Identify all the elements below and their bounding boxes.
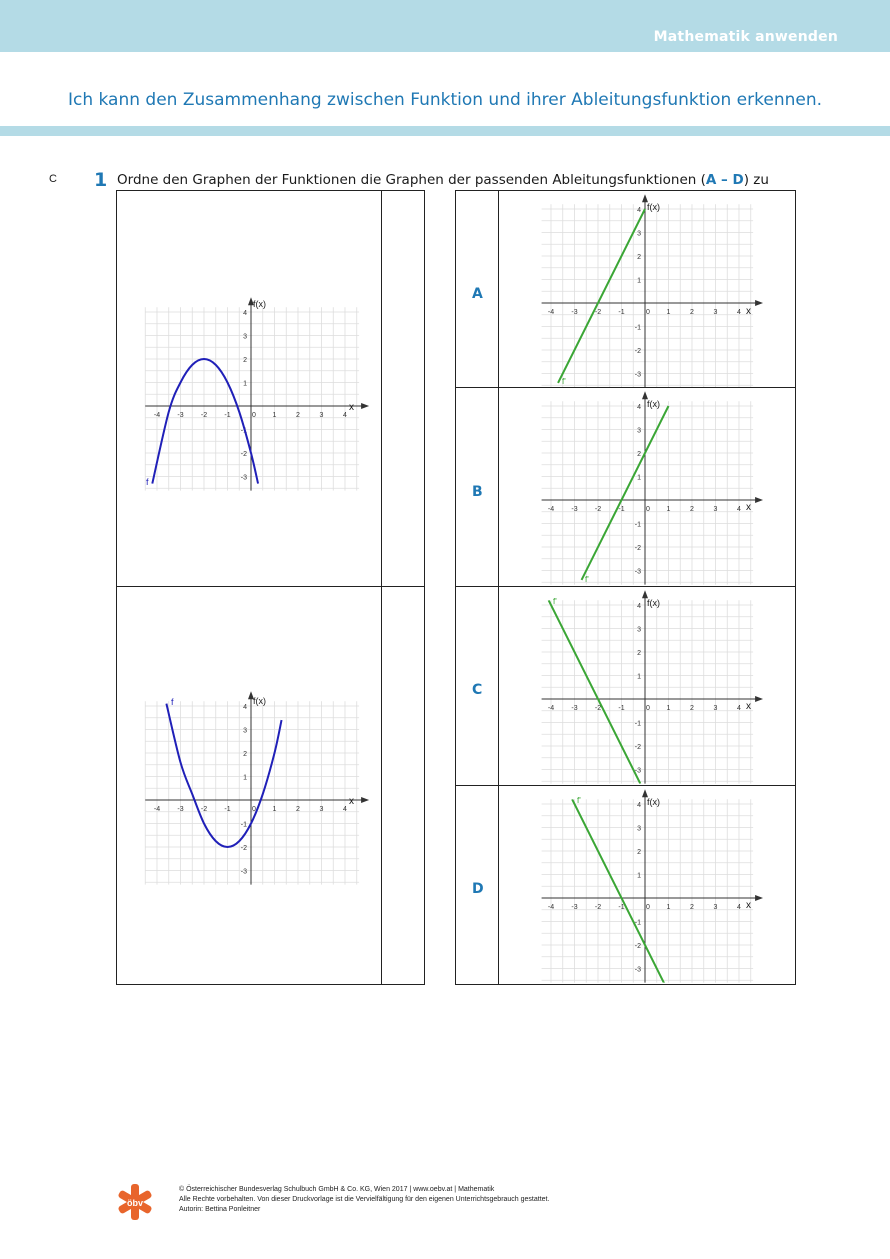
x-tick-label: 4 — [737, 705, 741, 712]
x-tick-label: 2 — [690, 309, 694, 316]
x-tick-label: 0 — [646, 904, 650, 911]
option-curve-label: f' — [562, 377, 566, 386]
y-tick-label: 3 — [243, 333, 247, 341]
x-tick-label: -1 — [224, 412, 231, 419]
function-cell-1 — [116, 190, 382, 587]
x-tick-label: -3 — [571, 904, 578, 911]
option-graph-b — [499, 388, 795, 586]
answer-cell-1[interactable] — [381, 190, 425, 587]
option-x-axis-label: x — [746, 900, 751, 911]
function-x-axis-label: x — [349, 796, 354, 807]
x-axis-arrow — [755, 300, 763, 306]
y-tick-label: -1 — [240, 821, 247, 829]
x-tick-label: 2 — [296, 806, 300, 813]
function-curve-label: f — [171, 697, 174, 707]
option-y-axis-label: f(x) — [647, 202, 660, 212]
option-y-axis-label: f(x) — [647, 399, 660, 409]
footer-copyright: © Österreichischer Bundesverlag Schulbuch GmbH & Co. KG, Wien 2017 | www.oebv.at | Mathematik — [179, 1186, 495, 1193]
logo-text: öbv — [126, 1198, 144, 1208]
x-tick-label: -3 — [571, 705, 578, 712]
x-tick-label: 1 — [666, 904, 671, 911]
option-letter-c: C — [472, 682, 483, 698]
y-tick-label: 3 — [243, 727, 247, 735]
option-y-axis-label: f(x) — [647, 797, 660, 807]
x-tick-label: -4 — [153, 806, 161, 813]
x-tick-label: -2 — [594, 506, 602, 513]
x-tick-label: -4 — [153, 412, 161, 419]
task-range-end: D — [732, 172, 744, 188]
x-tick-label: 2 — [296, 412, 300, 419]
x-axis-arrow — [361, 797, 369, 803]
y-tick-label: -3 — [634, 371, 641, 379]
x-tick-label: 3 — [713, 705, 718, 712]
x-tick-label: -1 — [618, 705, 625, 712]
footer-rights: Alle Rechte vorbehalten. Von dieser Druckvorlage ist die Vervielfältigung für den eigenen Unterrichtsgebrauch gestattet. — [179, 1196, 550, 1203]
page-headline: Ich kann den Zusammenhang zwischen Funktion und ihrer Ableitungsfunktion erkennen. — [67, 90, 823, 110]
task-text-after: ) zu — [743, 172, 769, 188]
y-tick-label: -2 — [634, 744, 641, 751]
y-tick-label: -2 — [240, 845, 247, 852]
function-curve-label: f — [146, 477, 149, 487]
publisher-logo — [116, 1183, 154, 1221]
y-tick-label: 4 — [637, 603, 641, 610]
option-graph-c — [499, 587, 795, 785]
option-x-axis-label: x — [746, 701, 751, 712]
x-tick-label: 3 — [319, 412, 324, 419]
x-tick-label: 4 — [737, 904, 741, 911]
function-y-axis-label: f(x) — [253, 299, 266, 309]
option-curve-label: f' — [553, 597, 557, 606]
function-graph-1 — [117, 191, 381, 586]
function-graph-2 — [117, 587, 381, 984]
brand-label: Mathematik anwenden — [653, 29, 838, 45]
option-graph-cell-d — [498, 785, 796, 985]
y-tick-label: 2 — [637, 849, 641, 856]
x-tick-label: 0 — [252, 806, 256, 813]
y-tick-label: -1 — [240, 427, 247, 435]
y-tick-label: 1 — [637, 872, 641, 880]
x-axis-arrow — [755, 497, 763, 503]
y-tick-label: 1 — [637, 474, 641, 482]
y-tick-label: -3 — [240, 474, 247, 482]
x-tick-label: -1 — [224, 806, 231, 813]
x-tick-label: -2 — [200, 806, 208, 813]
x-tick-label: 1 — [666, 506, 671, 513]
x-tick-label: 3 — [319, 806, 324, 813]
option-letter-cell-a — [455, 190, 499, 388]
y-tick-label: -2 — [240, 451, 247, 458]
option-letter-a: A — [472, 286, 483, 302]
series-line — [582, 406, 669, 580]
x-tick-label: -1 — [618, 506, 625, 513]
option-graph-d — [499, 786, 795, 984]
y-tick-label: -1 — [634, 919, 641, 927]
x-axis-arrow — [755, 696, 763, 702]
option-letter-cell-b — [455, 387, 499, 587]
x-tick-label: 1 — [666, 309, 671, 316]
x-tick-label: 1 — [272, 412, 277, 419]
x-tick-label: 2 — [690, 705, 694, 712]
x-tick-label: -4 — [547, 705, 555, 712]
x-tick-label: 3 — [713, 506, 718, 513]
y-tick-label: -2 — [634, 943, 641, 950]
y-tick-label: 3 — [637, 427, 641, 435]
headline-underline-band — [0, 126, 890, 136]
option-graph-cell-a — [498, 190, 796, 388]
y-tick-label: 3 — [637, 825, 641, 833]
option-graph-a — [499, 191, 795, 387]
x-tick-label: 3 — [713, 904, 718, 911]
task-instruction — [117, 172, 769, 188]
x-tick-label: -3 — [571, 309, 578, 316]
y-tick-label: 2 — [243, 751, 247, 758]
answer-cell-2[interactable] — [381, 586, 425, 985]
x-tick-label: 0 — [252, 412, 256, 419]
y-tick-label: -3 — [240, 868, 247, 876]
series-line — [166, 704, 281, 847]
function-y-axis-label: f(x) — [253, 696, 266, 706]
function-cell-2 — [116, 586, 382, 985]
y-tick-label: 2 — [637, 451, 641, 458]
footer — [179, 1185, 549, 1215]
x-tick-label: -4 — [547, 309, 555, 316]
y-tick-label: 1 — [637, 673, 641, 681]
y-tick-label: 4 — [637, 207, 641, 214]
y-tick-label: -1 — [634, 720, 641, 728]
x-axis-arrow — [755, 895, 763, 901]
option-curve-label: f' — [585, 575, 589, 584]
series-line — [558, 209, 645, 383]
y-tick-label: 1 — [243, 774, 247, 782]
y-tick-label: 1 — [243, 380, 247, 388]
x-tick-label: -3 — [177, 806, 184, 813]
task-range-dash: – — [716, 172, 733, 188]
task-text-before: Ordne den Graphen der Funktionen die Graphen der passenden Ableitungsfunktionen ( — [117, 172, 706, 188]
x-tick-label: 4 — [343, 806, 347, 813]
task-range-start: A — [705, 172, 717, 188]
y-tick-label: 4 — [243, 310, 247, 317]
x-tick-label: -2 — [200, 412, 208, 419]
option-letter-b: B — [472, 484, 483, 500]
option-x-axis-label: x — [746, 502, 751, 513]
x-tick-label: 3 — [713, 309, 718, 316]
x-tick-label: 1 — [272, 806, 277, 813]
option-graph-cell-b — [498, 387, 796, 587]
y-tick-label: 1 — [637, 277, 641, 285]
x-tick-label: 0 — [646, 309, 650, 316]
y-tick-label: 3 — [637, 230, 641, 238]
x-tick-label: -1 — [618, 904, 625, 911]
x-axis-arrow — [361, 403, 369, 409]
option-letter-d: D — [472, 881, 484, 897]
x-tick-label: -1 — [618, 309, 625, 316]
y-tick-label: -2 — [634, 348, 641, 355]
option-y-axis-label: f(x) — [647, 598, 660, 608]
x-tick-label: 2 — [690, 904, 694, 911]
y-tick-label: 3 — [637, 626, 641, 634]
x-tick-label: 4 — [737, 309, 741, 316]
x-tick-label: -4 — [547, 904, 555, 911]
y-tick-label: -2 — [634, 545, 641, 552]
option-curve-label: f' — [577, 796, 581, 805]
x-tick-label: 4 — [737, 506, 741, 513]
difficulty-level: C — [49, 173, 57, 185]
y-tick-label: 2 — [637, 254, 641, 261]
x-tick-label: -2 — [594, 309, 602, 316]
y-tick-label: 4 — [243, 704, 247, 711]
x-tick-label: -3 — [177, 412, 184, 419]
y-tick-label: 2 — [637, 650, 641, 657]
y-tick-label: 4 — [637, 802, 641, 809]
footer-author: Autorin: Bettina Ponleitner — [179, 1206, 261, 1213]
x-tick-label: -4 — [547, 506, 555, 513]
x-tick-label: -2 — [594, 904, 602, 911]
x-tick-label: -3 — [571, 506, 578, 513]
y-tick-label: 2 — [243, 357, 247, 364]
y-tick-label: -1 — [634, 324, 641, 332]
task-number: 1 — [94, 169, 108, 191]
option-x-axis-label: x — [746, 306, 751, 317]
option-graph-cell-c — [498, 586, 796, 786]
y-tick-label: 4 — [637, 404, 641, 411]
y-tick-label: -1 — [634, 521, 641, 529]
x-tick-label: 2 — [690, 506, 694, 513]
option-letter-cell-c — [455, 586, 499, 786]
option-letter-cell-d — [455, 785, 499, 985]
x-tick-label: 4 — [343, 412, 347, 419]
y-tick-label: -3 — [634, 568, 641, 576]
x-tick-label: 0 — [646, 705, 650, 712]
y-tick-label: -3 — [634, 767, 641, 775]
x-tick-label: 1 — [666, 705, 671, 712]
function-x-axis-label: x — [349, 402, 354, 413]
x-tick-label: -2 — [594, 705, 602, 712]
y-tick-label: -3 — [634, 966, 641, 974]
x-tick-label: 0 — [646, 506, 650, 513]
